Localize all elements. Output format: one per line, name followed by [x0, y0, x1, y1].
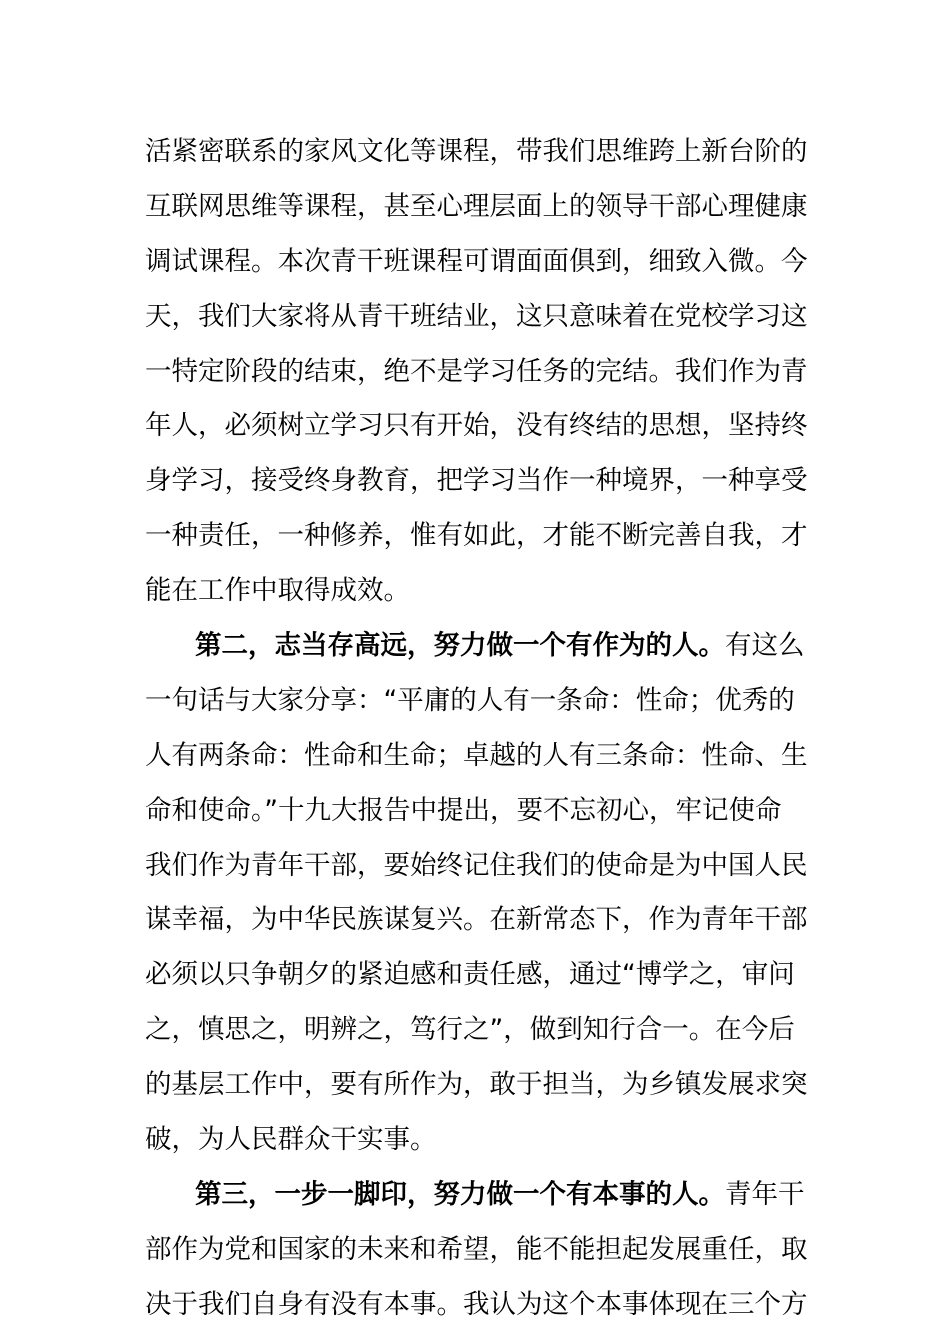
- paragraph-first-line: [145, 1168, 810, 1223]
- document-body: [145, 125, 810, 1333]
- text-line: 身学习，接受终身教育，把学习当作一种境界，一种享受: [145, 465, 808, 497]
- section-heading: 第二，志当存高远，努力做一个有作为的人。: [195, 630, 725, 662]
- paragraph-2: [145, 619, 810, 1168]
- text-line: 部作为党和国家的未来和希望，能不能担起发展重任，取: [145, 1233, 808, 1265]
- text-line: 谋幸福，为中华民族谋复兴。在新常态下，作为青年干部: [145, 904, 808, 936]
- paragraph-3: [145, 1168, 810, 1333]
- text-line: 破，为人民群众干实事。: [145, 1124, 437, 1156]
- text-line: 必须以只争朝夕的紧迫感和责任感，通过“博学之，审问: [145, 959, 795, 991]
- text-line: 命和使命。”十九大报告中提出，要不忘初心，牢记使命: [145, 794, 782, 826]
- text-span: 有这么: [725, 630, 805, 662]
- text-line: 决于我们自身有没有本事。我认为这个本事体现在三个方: [145, 1288, 808, 1320]
- text-line: 之，慎思之，明辨之，笃行之”，做到知行合一。在今后: [145, 1014, 795, 1046]
- text-line: 一种责任，一种修养，惟有如此，才能不断完善自我，才: [145, 520, 808, 552]
- paragraph-1: [145, 125, 810, 619]
- section-heading: 第三，一步一脚印，努力做一个有本事的人。: [195, 1178, 725, 1210]
- text-line: 能在工作中取得成效。: [145, 575, 410, 607]
- text-line: 调试课程。本次青干班课程可谓面面俱到，细致入微。今: [145, 245, 808, 277]
- text-line: 一特定阶段的结束，绝不是学习任务的完结。我们作为青: [145, 355, 808, 387]
- paragraph-first-line: [145, 619, 810, 674]
- text-line: 人有两条命：性命和生命；卓越的人有三条命：性命、生: [145, 739, 808, 771]
- text-span: 青年干: [725, 1178, 805, 1210]
- text-line: 互联网思维等课程，甚至心理层面上的领导干部心理健康: [145, 190, 808, 222]
- text-line: 的基层工作中，要有所作为，敢于担当，为乡镇发展求突: [145, 1069, 808, 1101]
- text-line: 活紧密联系的家风文化等课程，带我们思维跨上新台阶的: [145, 136, 808, 167]
- text-line: 我们作为青年干部，要始终记住我们的使命是为中国人民: [145, 849, 808, 881]
- text-line: 天，我们大家将从青干班结业，这只意味着在党校学习这: [145, 300, 808, 332]
- text-line: 年人，必须树立学习只有开始，没有终结的思想，坚持终: [145, 410, 808, 442]
- text-line: 一句话与大家分享：“平庸的人有一条命：性命；优秀的: [145, 684, 795, 716]
